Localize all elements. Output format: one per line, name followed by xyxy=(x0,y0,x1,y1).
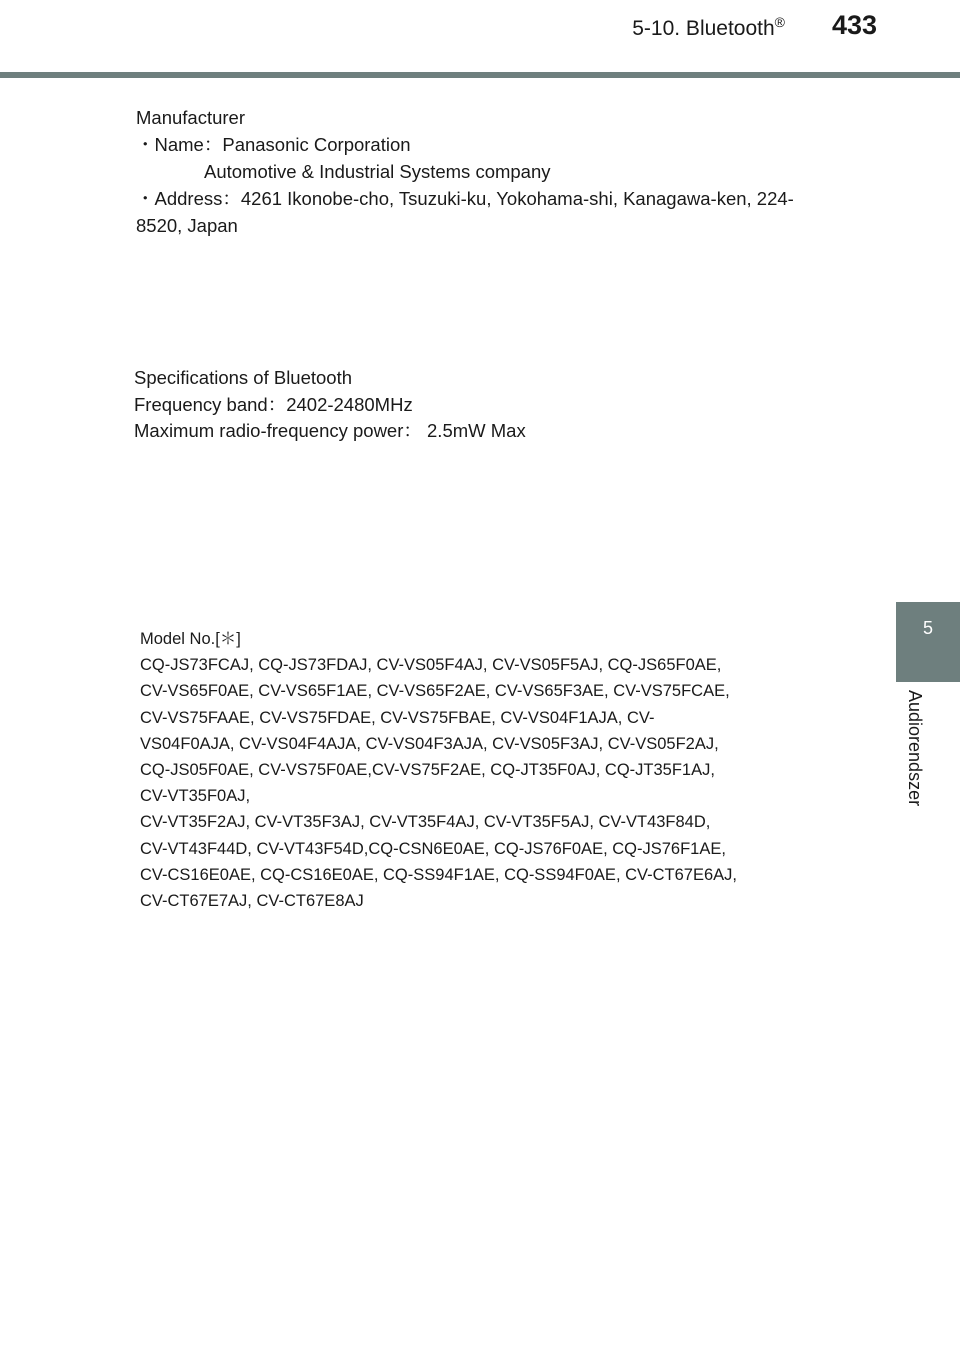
manufacturer-name: ・Name：Panasonic Corporation xyxy=(136,134,411,155)
model-line: CV-CT67E7AJ, CV-CT67E8AJ xyxy=(140,892,364,911)
registered-mark: ® xyxy=(774,14,785,30)
chapter-label-text: Audiorendszer xyxy=(905,690,925,807)
chapter-tab xyxy=(896,602,960,682)
model-list-block xyxy=(140,626,737,914)
header-rule xyxy=(0,72,960,78)
chapter-label xyxy=(898,690,932,830)
model-line: CQ-JS73FCAJ, CQ-JS73FDAJ, CV-VS05F4AJ, CV-VS05F5AJ, CQ-JS65F0AE, xyxy=(140,656,722,675)
section-title-text: 5-10. Bluetooth xyxy=(632,17,775,40)
model-heading: Model No.[＊] xyxy=(140,630,241,648)
manufacturer-block xyxy=(136,104,794,239)
section-title xyxy=(560,14,785,41)
model-line: CQ-JS05F0AE, CV-VS75F0AE,CV-VS75F2AE, CQ-JT35F0AJ, CQ-JT35F1AJ, xyxy=(140,761,715,780)
page-header xyxy=(0,0,960,80)
frequency-band: Frequency band：2402-2480MHz xyxy=(134,393,413,415)
model-line: CV-VT35F0AJ, xyxy=(140,787,251,806)
model-line: CV-VS75FAAE, CV-VS75FDAE, CV-VS75FBAE, CV-VS04F1AJA, CV- xyxy=(140,708,655,727)
manufacturer-address-cont: 8520, Japan xyxy=(136,215,238,236)
chapter-number: 5 xyxy=(922,618,933,638)
page-number: 433 xyxy=(832,10,878,40)
specifications-block xyxy=(134,365,526,445)
specifications-heading: Specifications of Bluetooth xyxy=(134,367,353,388)
manufacturer-address: ・Address：4261 Ikonobe-cho, Tsuzuki-ku, Yokohama-shi, Kanagawa-ken, 224- xyxy=(136,188,794,209)
manufacturer-division: Automotive & Industrial Systems company xyxy=(204,161,551,182)
model-line: CV-VT35F2AJ, CV-VT35F3AJ, CV-VT35F4AJ, CV-VT35F5AJ, CV-VT43F84D, xyxy=(140,813,711,832)
model-line: CV-VS65F0AE, CV-VS65F1AE, CV-VS65F2AE, CV-VS65F3AE, CV-VS75FCAE, xyxy=(140,682,730,701)
model-line: CV-CS16E0AE, CQ-CS16E0AE, CQ-SS94F1AE, CQ-SS94F0AE, CV-CT67E6AJ, xyxy=(140,865,737,884)
model-line: VS04F0AJA, CV-VS04F4AJA, CV-VS04F3AJA, CV-VS05F3AJ, CV-VS05F2AJ, xyxy=(140,734,719,753)
manufacturer-heading: Manufacturer xyxy=(136,107,245,128)
model-line: CV-VT43F44D, CV-VT43F54D,CQ-CSN6E0AE, CQ-JS76F0AE, CQ-JS76F1AE, xyxy=(140,839,726,858)
max-rf-power: Maximum radio-frequency power： 2.5mW Max xyxy=(134,420,526,441)
